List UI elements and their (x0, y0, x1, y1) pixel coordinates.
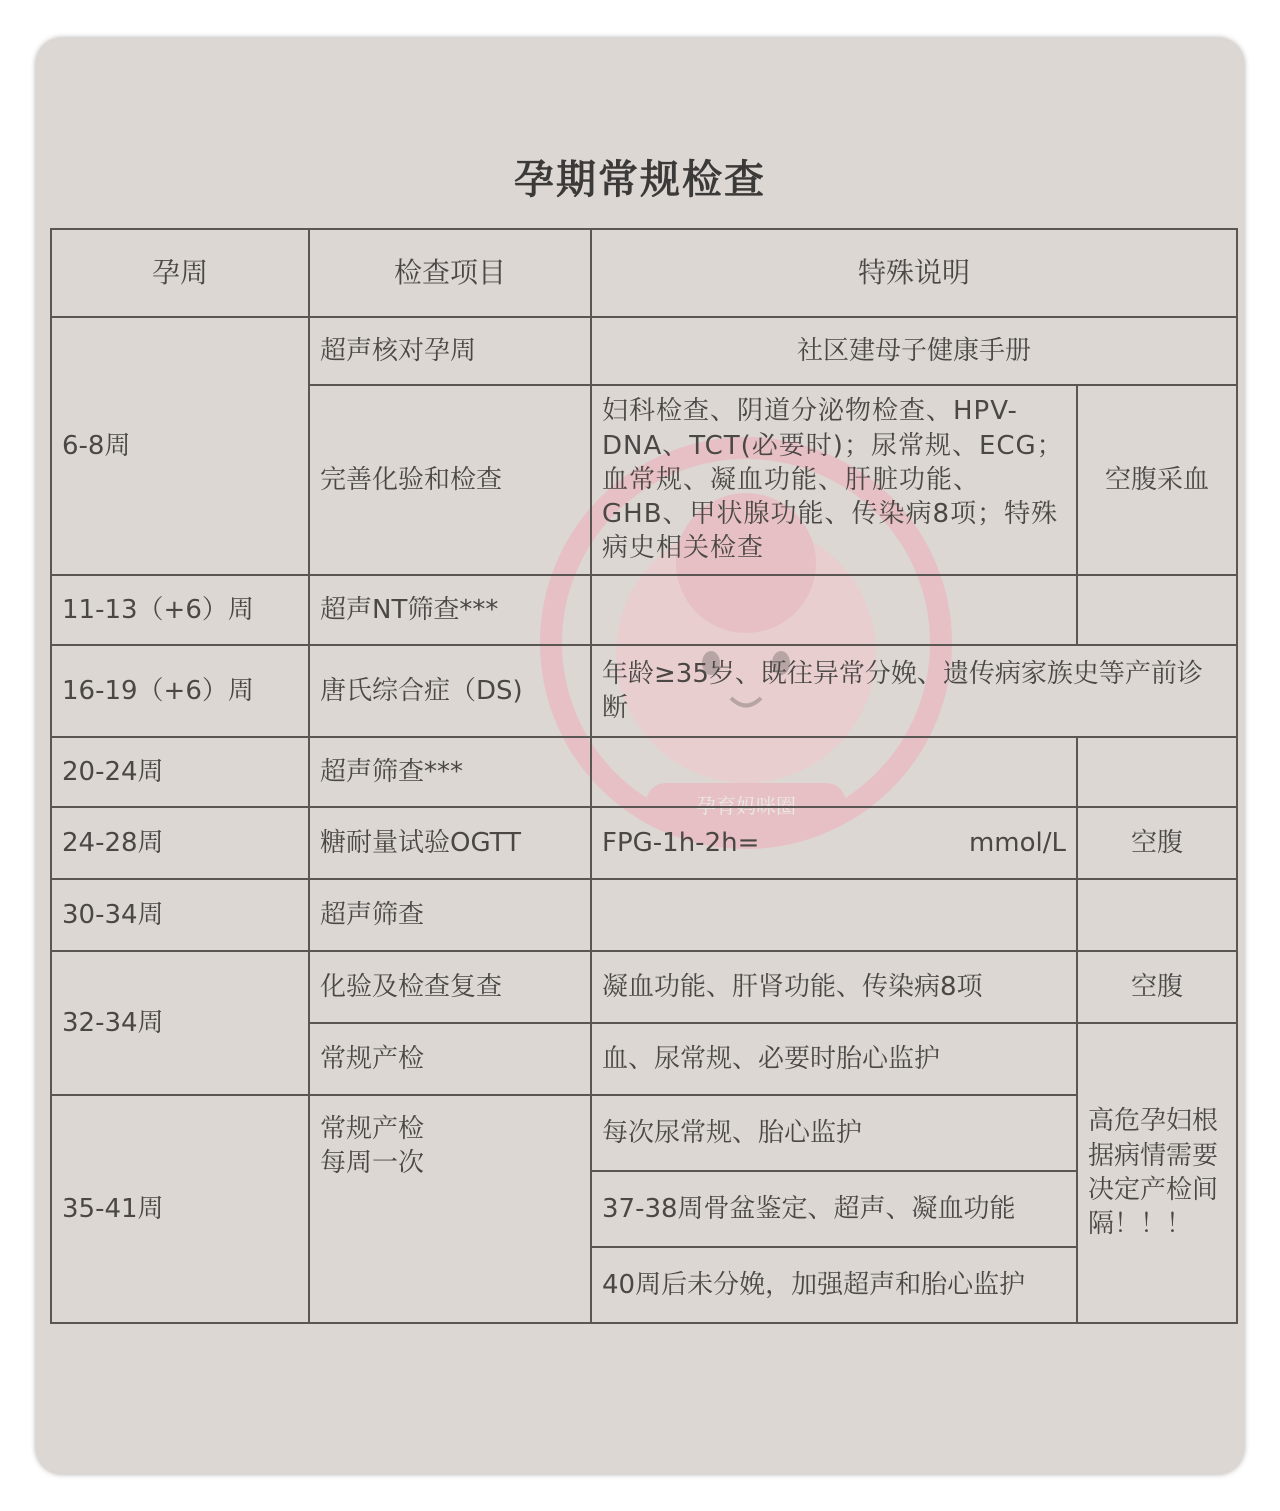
note-cell: 凝血功能、肝肾功能、传染病8项 (591, 951, 1077, 1023)
extra-cell: 空腹 (1077, 807, 1237, 879)
note-cell: 社区建母子健康手册 (591, 317, 1237, 385)
document-photo (36, 38, 1244, 1474)
item-cell: 常规产检 (309, 1023, 591, 1095)
item-cell: 糖耐量试验OGTT (309, 807, 591, 879)
week-cell: 30-34周 (51, 879, 309, 951)
table-row (51, 1095, 1237, 1171)
item-line: 常规产检 (320, 1114, 425, 1144)
header-week: 孕周 (51, 229, 309, 317)
item-cell: 唐氏综合症（DS) (309, 645, 591, 737)
item-cell (309, 1095, 591, 1323)
table-row (51, 737, 1237, 807)
ogtt-formula: FPG-1h-2h= (602, 827, 760, 858)
item-cell: 超声筛查*** (309, 737, 591, 807)
extra-cell (1077, 737, 1237, 807)
note-cell (591, 575, 1077, 645)
high-risk-note-cell: 高危孕妇根据病情需要决定产检间隔！！！ (1077, 1023, 1237, 1323)
note-cell: 血、尿常规、必要时胎心监护 (591, 1023, 1077, 1095)
table-row (51, 807, 1237, 879)
note-cell (591, 807, 1077, 879)
table-row (51, 879, 1237, 951)
item-cell: 超声筛查 (309, 879, 591, 951)
item-cell: 超声NT筛查*** (309, 575, 591, 645)
table-row (51, 951, 1237, 1023)
ogtt-unit: mmol/L (968, 827, 1066, 858)
note-cell: 年龄≥35岁、既往异常分娩、遗传病家族史等产前诊断 (591, 645, 1237, 737)
table-row (51, 575, 1237, 645)
header-note: 特殊说明 (591, 229, 1237, 317)
table-row (51, 645, 1237, 737)
extra-cell (1077, 575, 1237, 645)
week-cell: 11-13（+6）周 (51, 575, 309, 645)
note-cell: 37-38周骨盆鉴定、超声、凝血功能 (591, 1171, 1077, 1247)
note-cell (591, 879, 1077, 951)
week-cell: 24-28周 (51, 807, 309, 879)
table-header-row (51, 229, 1237, 317)
item-line: 每周一次 (320, 1148, 425, 1179)
note-cell (591, 737, 1077, 807)
header-item: 检查项目 (309, 229, 591, 317)
note-cell: 40周后未分娩，加强超声和胎心监护 (591, 1247, 1077, 1323)
page-title: 孕期常规检查 (514, 157, 766, 203)
note-cell: 妇科检查、阴道分泌物检查、HPV-DNA、TCT(必要时)；尿常规、ECG；血常规、凝血功能、肝脏功能、GHB、甲状腺功能、传染病8项；特殊病史相关检查 (591, 385, 1077, 575)
table-row (51, 317, 1237, 385)
exam-schedule-table (50, 228, 1238, 1324)
item-cell: 完善化验和检查 (309, 385, 591, 575)
week-cell: 35-41周 (51, 1095, 309, 1323)
extra-cell: 空腹采血 (1077, 385, 1237, 575)
week-cell: 20-24周 (51, 737, 309, 807)
week-cell: 6-8周 (51, 317, 309, 575)
watermark-text: 孕育妈咪圈 (696, 794, 796, 818)
week-cell: 16-19（+6）周 (51, 645, 309, 737)
item-cell: 超声核对孕周 (309, 317, 591, 385)
item-cell: 化验及检查复查 (309, 951, 591, 1023)
extra-cell (1077, 879, 1237, 951)
note-cell: 每次尿常规、胎心监护 (591, 1095, 1077, 1171)
extra-cell: 空腹 (1077, 951, 1237, 1023)
week-cell: 32-34周 (51, 951, 309, 1095)
